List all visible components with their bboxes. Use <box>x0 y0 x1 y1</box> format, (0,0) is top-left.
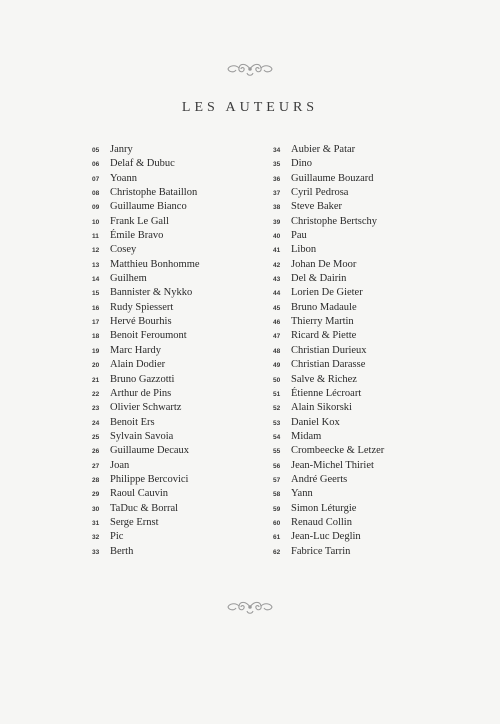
page-number: 22 <box>92 390 100 398</box>
author-entry <box>273 444 463 458</box>
author-name: Guillaume Bianco <box>110 201 187 213</box>
page-number: 20 <box>92 362 100 370</box>
author-name: Bruno Madaule <box>291 301 357 313</box>
author-name: Christian Darasse <box>291 359 366 371</box>
author-entry <box>92 401 282 415</box>
author-name: Émile Bravo <box>110 230 164 242</box>
author-name: Bruno Gazzotti <box>110 373 175 385</box>
page-number: 41 <box>273 247 281 255</box>
author-entry <box>273 243 463 257</box>
author-name: Bannister & Nykko <box>110 287 193 299</box>
author-entry <box>273 157 463 171</box>
author-list-left <box>92 143 282 559</box>
author-name: Philippe Bercovici <box>110 473 189 485</box>
page-number: 40 <box>273 233 281 241</box>
author-entry <box>92 143 282 157</box>
page-number: 37 <box>273 190 281 198</box>
author-entry <box>92 315 282 329</box>
page-number: 56 <box>273 462 281 470</box>
author-name: Libon <box>291 244 317 256</box>
author-name: Fabrice Tarrin <box>291 545 351 557</box>
page-number: 58 <box>273 491 281 499</box>
author-name: Lorien De Gieter <box>291 287 363 299</box>
page-number: 26 <box>92 448 100 456</box>
author-entry <box>92 502 282 516</box>
author-name: Olivier Schwartz <box>110 402 182 414</box>
author-entry <box>273 416 463 430</box>
author-name: Guillaume Decaux <box>110 445 190 457</box>
ornament-icon <box>224 60 276 78</box>
page-number: 38 <box>273 204 281 212</box>
page-number: 23 <box>92 405 100 413</box>
author-name: Joan <box>110 459 130 471</box>
author-entry <box>92 329 282 343</box>
page-number: 49 <box>273 362 281 370</box>
author-name: Daniel Kox <box>291 416 340 428</box>
author-name: Hervé Bourhis <box>110 316 172 328</box>
page-number: 33 <box>92 548 100 556</box>
author-entry <box>92 545 282 559</box>
author-entry <box>273 143 463 157</box>
author-entry <box>273 172 463 186</box>
author-name: Marc Hardy <box>110 344 162 356</box>
page-number: 39 <box>273 218 281 226</box>
author-entry <box>273 373 463 387</box>
author-entry <box>273 387 463 401</box>
page-number: 51 <box>273 390 281 398</box>
page-number: 24 <box>92 419 100 427</box>
page-number: 18 <box>92 333 100 341</box>
author-entry <box>92 444 282 458</box>
author-name: Delaf & Dubuc <box>110 158 175 170</box>
author-name: Thierry Martin <box>291 316 354 328</box>
author-entry <box>273 459 463 473</box>
author-entry <box>92 215 282 229</box>
page-number: 55 <box>273 448 281 456</box>
author-name: Cosey <box>110 244 137 256</box>
author-name: Del & Dairin <box>291 273 347 285</box>
author-entry <box>273 502 463 516</box>
author-entry <box>273 516 463 530</box>
page-number: 27 <box>92 462 100 470</box>
page-number: 11 <box>92 233 99 241</box>
page-number: 08 <box>92 190 100 198</box>
author-entry <box>92 473 282 487</box>
author-entry <box>92 430 282 444</box>
page-number: 53 <box>273 419 281 427</box>
page-number: 14 <box>92 276 100 284</box>
page-number: 47 <box>273 333 281 341</box>
page-number: 21 <box>92 376 100 384</box>
page-number: 15 <box>92 290 100 298</box>
author-entry <box>273 229 463 243</box>
author-name: Alain Dodier <box>110 359 166 371</box>
author-entry <box>92 157 282 171</box>
author-entry <box>92 373 282 387</box>
page-number: 50 <box>273 376 281 384</box>
page-number: 57 <box>273 476 281 484</box>
author-entry <box>92 416 282 430</box>
page-number: 60 <box>273 519 281 527</box>
author-name: Raoul Cauvin <box>110 488 169 500</box>
author-name: Dino <box>291 158 312 170</box>
author-name: Sylvain Savoia <box>110 430 174 442</box>
author-name: Benoit Feroumont <box>110 330 187 342</box>
page-number: 34 <box>273 147 281 154</box>
page-number: 09 <box>92 204 100 212</box>
page-number: 35 <box>273 161 281 169</box>
page-number: 06 <box>92 161 100 169</box>
author-name: Étienne Lécroart <box>291 387 362 399</box>
author-entry <box>273 329 463 343</box>
author-entry <box>92 272 282 286</box>
author-name: Salve & Richez <box>291 373 357 385</box>
page-number: 46 <box>273 319 281 327</box>
author-entry <box>92 344 282 358</box>
page-number: 43 <box>273 276 281 284</box>
author-entry <box>273 186 463 200</box>
author-entry <box>273 258 463 272</box>
page-number: 52 <box>273 405 281 413</box>
author-name: Matthieu Bonhomme <box>110 258 200 270</box>
author-entry <box>273 401 463 415</box>
page-number: 42 <box>273 261 281 269</box>
page-number: 05 <box>92 147 100 154</box>
author-entry <box>92 387 282 401</box>
page-number: 44 <box>273 290 281 298</box>
author-name: Alain Sikorski <box>291 402 352 414</box>
page-number: 13 <box>92 261 100 269</box>
author-name: Pic <box>110 531 124 543</box>
author-entry <box>92 258 282 272</box>
author-name: Arthur de Pins <box>110 387 172 399</box>
author-entry <box>273 286 463 300</box>
author-name: Rudy Spiessert <box>110 301 174 313</box>
author-entry <box>92 172 282 186</box>
author-entry <box>273 200 463 214</box>
author-name: Midam <box>291 430 322 442</box>
author-entry <box>273 545 463 559</box>
page-number: 19 <box>92 347 100 355</box>
author-entry <box>273 315 463 329</box>
author-entry <box>92 186 282 200</box>
author-entry <box>273 358 463 372</box>
author-name: Christophe Bataillon <box>110 187 198 199</box>
author-entry <box>92 229 282 243</box>
author-name: Janry <box>110 144 133 155</box>
page-number: 29 <box>92 491 100 499</box>
page-number: 07 <box>92 175 100 183</box>
author-entry <box>92 358 282 372</box>
author-name: Aubier & Patar <box>291 144 356 155</box>
author-name: Johan De Moor <box>291 258 357 270</box>
page-number: 45 <box>273 304 281 312</box>
page-number: 28 <box>92 476 100 484</box>
author-name: Berth <box>110 545 134 557</box>
page-number: 30 <box>92 505 100 513</box>
author-name: Pau <box>291 230 307 242</box>
author-name: Cyril Pedrosa <box>291 187 349 199</box>
author-entry <box>92 530 282 544</box>
page-number: 12 <box>92 247 100 255</box>
page-title: LES AUTEURS <box>181 100 319 115</box>
page-number: 17 <box>92 319 100 327</box>
author-name: Guilhem <box>110 273 147 285</box>
author-name: Serge Ernst <box>110 516 159 528</box>
author-name: Christophe Bertschy <box>291 215 378 227</box>
page-number: 62 <box>273 548 281 556</box>
author-entry <box>92 459 282 473</box>
author-entry <box>92 487 282 501</box>
author-name: Simon Léturgie <box>291 502 357 514</box>
page-number: 48 <box>273 347 281 355</box>
author-name: Ricard & Piette <box>291 330 357 342</box>
author-name: Yann <box>291 488 313 500</box>
author-entry <box>92 200 282 214</box>
ornament-icon <box>224 598 276 616</box>
author-list-right <box>273 143 463 559</box>
author-name: Jean-Luc Deglin <box>291 531 361 543</box>
author-name: Benoit Ers <box>110 416 155 428</box>
author-entry <box>273 301 463 315</box>
author-entry <box>92 243 282 257</box>
author-entry <box>273 530 463 544</box>
author-entry <box>273 272 463 286</box>
author-entry <box>92 301 282 315</box>
author-name: Frank Le Gall <box>110 215 169 227</box>
author-name: Guillaume Bouzard <box>291 172 374 184</box>
author-name: Steve Baker <box>291 201 343 213</box>
page-number: 59 <box>273 505 281 513</box>
author-entry <box>273 487 463 501</box>
page-number: 31 <box>92 519 100 527</box>
page-number: 32 <box>92 534 100 542</box>
author-entry <box>273 430 463 444</box>
author-name: Renaud Collin <box>291 516 352 528</box>
page-number: 36 <box>273 175 281 183</box>
page-number: 16 <box>92 304 100 312</box>
page-number: 10 <box>92 218 100 226</box>
author-name: Yoann <box>110 172 137 184</box>
author-name: Jean-Michel Thiriet <box>291 459 374 471</box>
author-entry <box>273 215 463 229</box>
author-entry <box>92 516 282 530</box>
author-name: TaDuc & Borral <box>110 502 179 514</box>
author-name: Christian Durieux <box>291 344 367 356</box>
author-entry <box>273 473 463 487</box>
author-entry <box>273 344 463 358</box>
page-number: 54 <box>273 433 281 441</box>
author-entry <box>92 286 282 300</box>
author-name: André Geerts <box>291 473 348 485</box>
page-number: 61 <box>273 534 281 542</box>
author-name: Crombeecke & Letzer <box>291 445 385 457</box>
page-number: 25 <box>92 433 100 441</box>
